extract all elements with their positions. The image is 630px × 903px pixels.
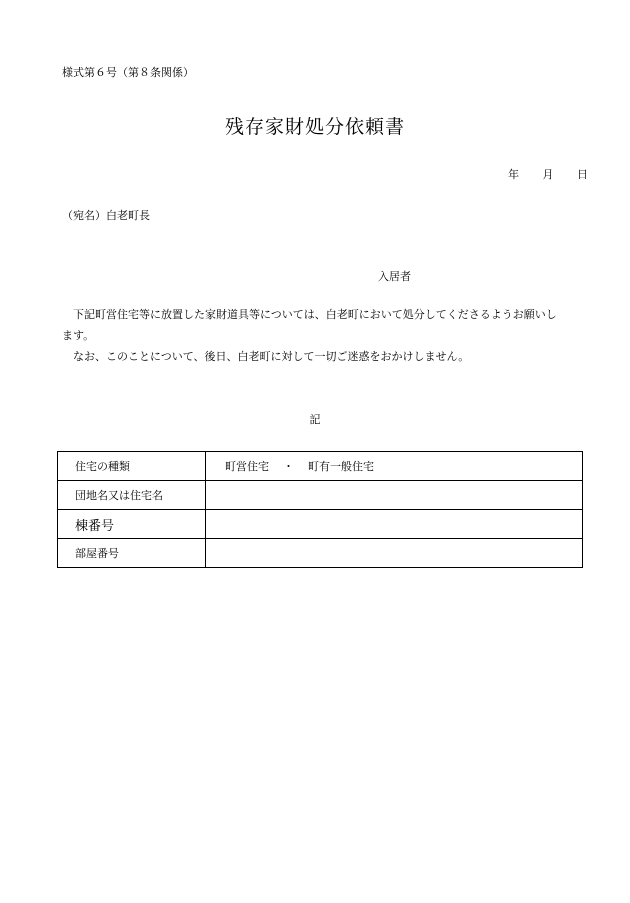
table-row bbox=[58, 510, 583, 539]
addressee: （宛名）白老町長 bbox=[62, 209, 150, 222]
room-number-value bbox=[206, 539, 583, 568]
body-paragraph-1-line-1: 下記町営住宅等に放置した家財道具等については、白老町において処分してくださるようお願いし bbox=[73, 308, 557, 321]
complex-name-label: 団地名又は住宅名 bbox=[58, 481, 206, 510]
housing-option-separator: ・ bbox=[283, 460, 294, 473]
table-row bbox=[58, 481, 583, 510]
housing-info-table bbox=[57, 451, 583, 568]
form-number: 様式第６号（第８条関係） bbox=[62, 66, 194, 79]
date-day-label: 日 bbox=[577, 168, 588, 181]
body-paragraph-1-line-2: ます。 bbox=[62, 329, 95, 342]
ki-heading: 記 bbox=[309, 413, 321, 426]
building-number-label: 棟番号 bbox=[58, 510, 206, 539]
document-title: 残存家財処分依頼書 bbox=[224, 116, 405, 138]
housing-option-municipal: 町営住宅 bbox=[225, 460, 269, 473]
date-line bbox=[508, 166, 588, 182]
resident-label: 入居者 bbox=[378, 270, 411, 283]
housing-type-value bbox=[206, 452, 583, 481]
housing-type-label: 住宅の種類 bbox=[58, 452, 206, 481]
table-row bbox=[58, 452, 583, 481]
date-year-label: 年 bbox=[508, 168, 519, 181]
date-month-label: 月 bbox=[542, 168, 554, 181]
housing-option-town-general: 町有一般住宅 bbox=[308, 460, 374, 473]
body-paragraph-2: なお、このことについて、後日、白老町に対して一切ご迷惑をおかけしません。 bbox=[73, 350, 470, 363]
request-body bbox=[62, 304, 592, 367]
building-number-value bbox=[206, 510, 583, 539]
table-row bbox=[58, 539, 583, 568]
complex-name-value bbox=[206, 481, 583, 510]
room-number-label: 部屋番号 bbox=[58, 539, 206, 568]
